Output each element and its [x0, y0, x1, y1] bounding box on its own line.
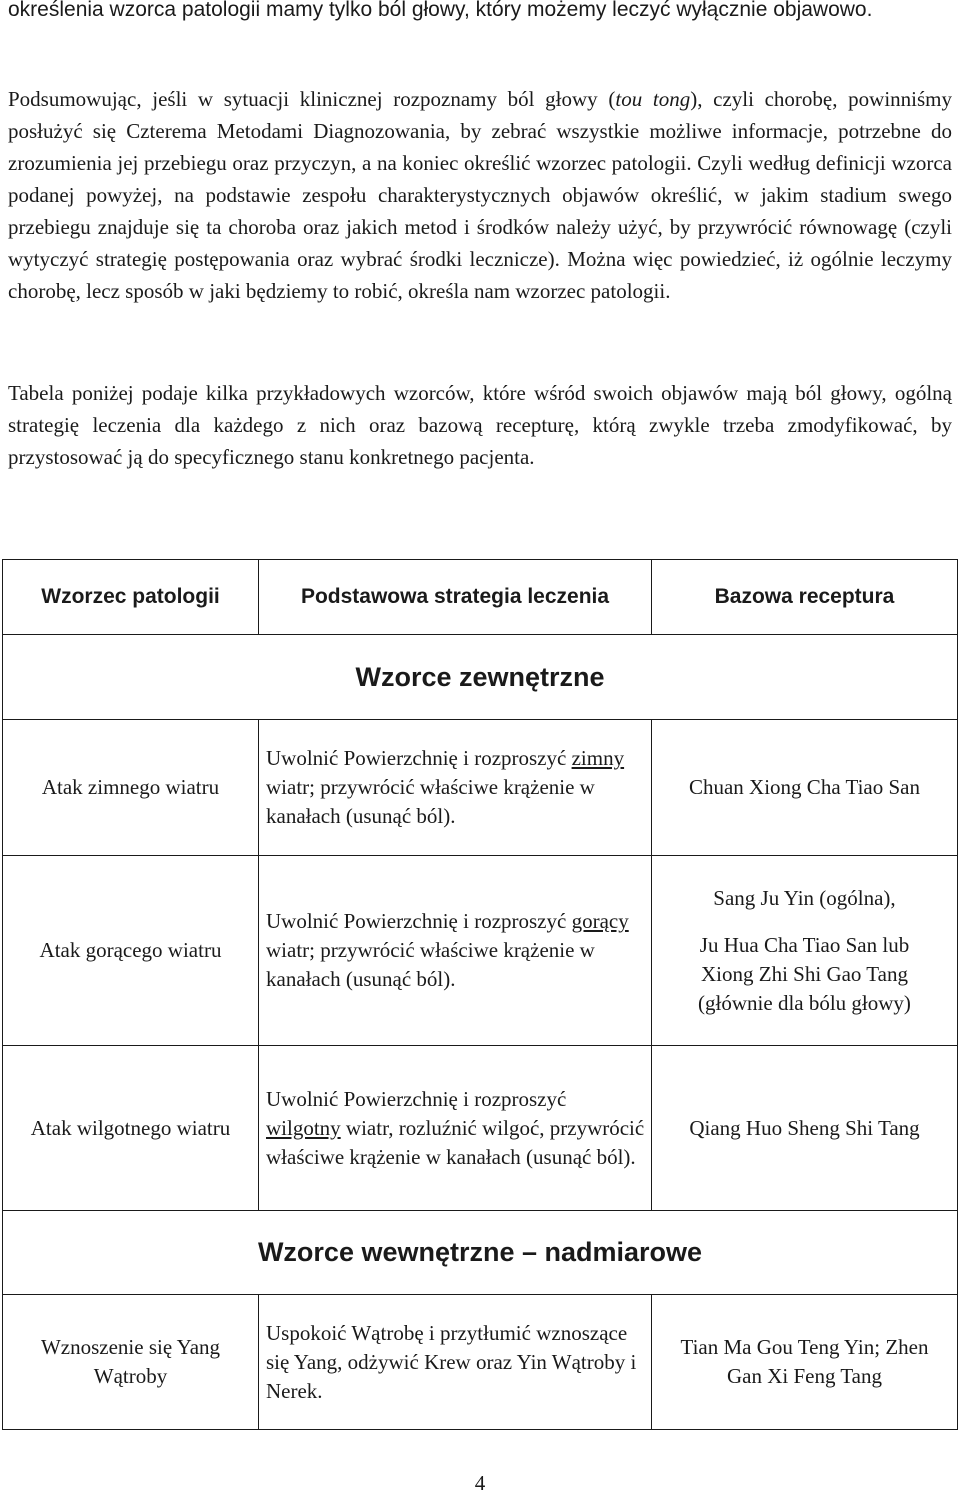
table-section-internal: Wzorce wewnętrzne – nadmiarowe: [257, 1237, 703, 1267]
table-cell-formula: [652, 856, 957, 1045]
table-rule: [2, 1429, 958, 1430]
table-header-formula: Bazowa receptura: [714, 585, 895, 608]
strategy-underlined-term: zimny: [571, 746, 625, 770]
table-cell-formula: Qiang Huo Sheng Shi Tang: [689, 1115, 920, 1140]
table-cell-pattern: Atak wilgotnego wiatru: [30, 1115, 231, 1140]
page-number: 4: [474, 1471, 486, 1495]
strategy-underlined-term: wilgotny: [266, 1115, 341, 1140]
table-header-strategy: Podstawowa strategia leczenia: [300, 585, 610, 608]
table-cell-pattern: Atak gorącego wiatru: [39, 938, 222, 962]
table-cell-formula: Chuan Xiong Cha Tiao San: [688, 775, 921, 799]
table-cell-pattern: Atak zimnego wiatru: [41, 775, 220, 799]
strategy-text: wiatr, rozluźnić wilgoć, przywrócić właściwe krążenie w kanałach (usunąć ból).: [266, 1115, 645, 1169]
table-cell-pattern: Wznoszenie się Yang Wątroby: [40, 1335, 221, 1388]
strategy-text: wiatr; przywrócić właściwe krążenie w kanałach (usunąć ból).: [266, 938, 595, 991]
paragraph-summary: [8, 83, 952, 307]
table-cell-strategy: [266, 856, 646, 1045]
strategy-underlined-term: gorący: [571, 909, 629, 933]
formula-line: Sang Ju Yin (ogólna),: [713, 885, 896, 910]
paragraph-table-intro: Tabela poniżej podaje kilka przykładowych wzorców, które wśród swoich objawów mają ból głowy, ogólną strategię leczenia dla każdego z nich oraz bazową recepturę, którą zwykle trzeba zmodyfikować, by przystosować ją do specyficznego stanu konkretnego pacjenta.: [8, 381, 952, 469]
table-header-pattern: Wzorzec patologii: [41, 585, 220, 608]
table-cell-formula: Tian Ma Gou Teng Yin; Zhen Gan Xi Feng Tang: [680, 1335, 929, 1388]
table-rule: [957, 559, 958, 1430]
formula-line: Ju Hua Cha Tiao San lub Xiong Zhi Shi Gao Tang (głównie dla bólu głowy): [698, 932, 911, 1015]
strategy-text: Uwolnić Powierzchnię i rozproszyć: [266, 909, 572, 933]
table-cell-strategy: [266, 720, 646, 855]
paragraph-summary-part-a: Podsumowując, jeśli w sytuacji klinicznej rozpoznamy ból głowy (: [8, 87, 616, 111]
table-cell-strategy: Uspokoić Wątrobę i przytłumić wznoszące się Yang, odżywić Krew oraz Yin Wątroby i Nerek.: [266, 1320, 637, 1403]
paragraph-summary-part-b: ), czyli chorobę, powinniśmy posłużyć się Czterema Metodami Diagnozowania, by zebrać wszystkie możliwe informacje, potrzebne do zrozumienia jej przebiegu oraz przyczyn, a na koniec określić wzorzec patologii. Czyli według definicji wzorca podanej powyżej, na podstawie zespołu charakterystycznych objawów określić, w jakim stadium swego przebiegu znajduje się ta choroba oraz jakich metod i środków należy użyć, by przywrócić równowagę (czyli wytyczyć strategię postępowania oraz wybrać środki lecznicze). Można więc powiedzieć, iż ogólnie leczymy chorobę, lecz sposób w jaki będziemy to robić, określa nam wzorzec patologii.: [8, 87, 952, 303]
table-section-external: Wzorce zewnętrzne: [355, 661, 605, 692]
paragraph-summary-italic-term: tou tong: [615, 87, 691, 111]
table-rule: [258, 719, 259, 1211]
strategy-text: wiatr; przywrócić właściwe krążenie w kanałach (usunąć ból).: [266, 775, 595, 828]
strategy-text: Uwolnić Powierzchnię i rozproszyć: [266, 1086, 567, 1111]
strategy-text: Uwolnić Powierzchnię i rozproszyć: [266, 746, 572, 770]
table-rule: [258, 1294, 259, 1430]
paragraph-intro-end: określenia wzorca patologii mamy tylko ból głowy, który możemy leczyć wyłącznie objawowo.: [8, 0, 873, 21]
table-cell-strategy: [266, 1046, 646, 1210]
